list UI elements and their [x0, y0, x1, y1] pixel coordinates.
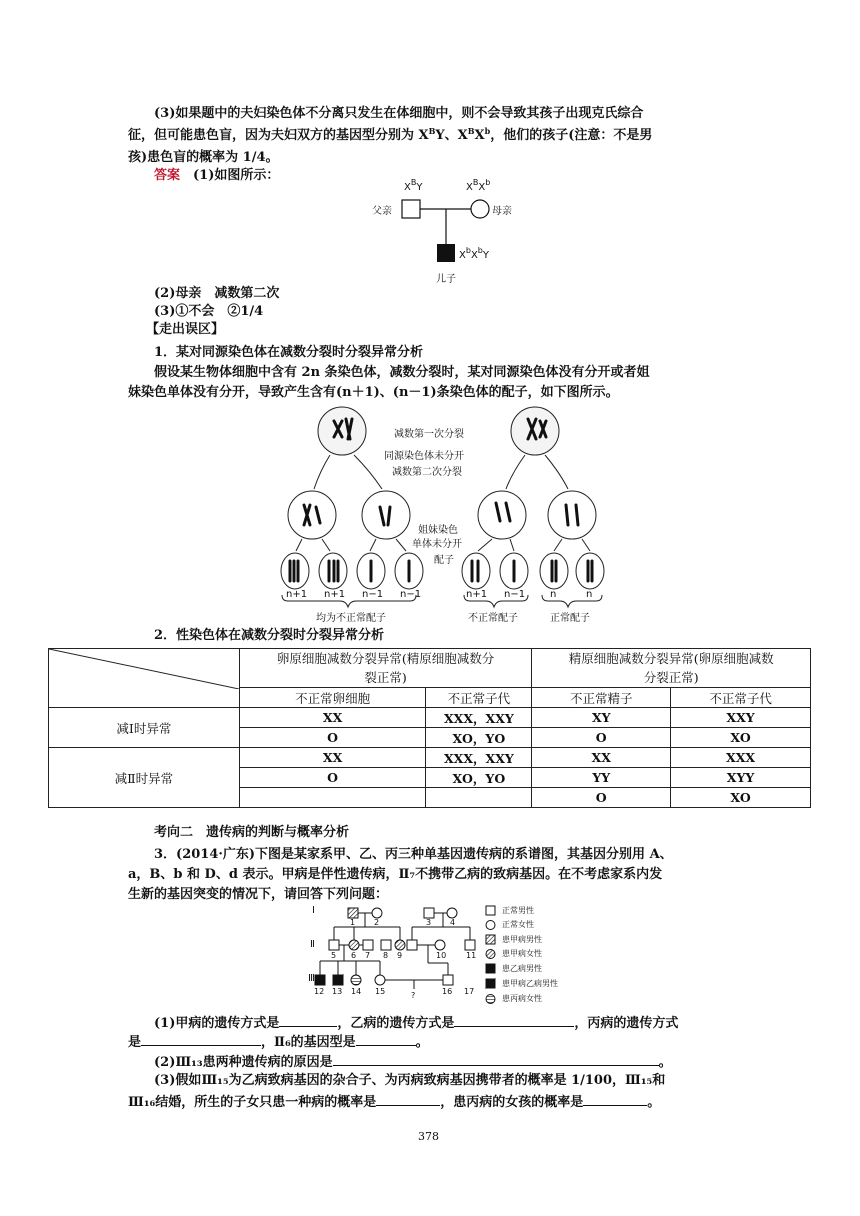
legend-label: 患甲病乙病男性: [502, 979, 558, 988]
individual-id: 7: [365, 951, 371, 960]
subheader: 不正常子代: [426, 688, 532, 708]
generation-label: Ⅱ: [310, 939, 315, 950]
individual-id: 11: [466, 951, 477, 960]
table-cell: XYY: [671, 768, 811, 788]
page-number: 378: [418, 1130, 439, 1143]
individual-id: 13: [332, 987, 343, 996]
answer-blank[interactable]: [141, 1031, 261, 1046]
table-cell: XXY: [671, 708, 811, 728]
table-cell: XX: [532, 748, 671, 768]
section-title: 【走出误区】: [146, 322, 225, 337]
table-cell: YY: [532, 768, 671, 788]
legend-label: 患甲病男性: [502, 935, 542, 944]
pedigree-legend: [484, 903, 594, 1007]
section2-title: 考向二 遗传病的判断与概率分析: [154, 825, 350, 840]
caption-normal: 正常配子: [550, 613, 590, 624]
generation-label: Ⅰ: [312, 905, 315, 916]
mother-label: 母亲: [492, 206, 512, 217]
legend-label: 患乙病男性: [502, 964, 542, 973]
gamete-label: n: [586, 589, 593, 600]
legend-symbols: [484, 903, 498, 1007]
individual-id: 1: [350, 918, 356, 927]
caption-all-abnormal: 均为不正常配子: [316, 613, 386, 624]
legend-label: 正常女性: [502, 920, 534, 929]
table-cell: O: [532, 728, 671, 748]
pedigree-2-drawing: [300, 903, 490, 1009]
table-cell: O: [239, 728, 426, 748]
meiosis-figure: [280, 403, 610, 625]
table-cell: XXX，XXY: [426, 708, 532, 728]
header-sperm-abnormal: 精原细胞减数分裂异常(卵原细胞减数 分裂正常): [532, 649, 811, 688]
label-sister-2: 单体未分开: [412, 539, 462, 550]
sub-question-3: (3)假如Ⅲ₁₅为乙病致病基因的杂合子、为丙病致病基因携带者的概率是 1/100，Ⅲ₁₅和: [154, 1073, 666, 1088]
table-cell: [239, 788, 426, 808]
answer-label: 答案: [154, 168, 181, 183]
individual-id: 9: [397, 951, 403, 960]
sub-question-1: (1)甲病的遗传方式是 ，乙病的遗传方式是 ，丙病的遗传方式: [154, 1012, 744, 1034]
q3-line-2: a，B、b 和 D、d 表示。甲病是伴性遗传病，Ⅱ₇不携带乙病的致病基因。在不考虑家系内发: [128, 867, 663, 882]
answer-line: 答案 (1)如图所示：: [154, 168, 280, 183]
table-cell: XY: [532, 708, 671, 728]
table-cell: O: [532, 788, 671, 808]
mother-genotype: $X^BX^b$: [466, 178, 491, 193]
son-label: 儿子: [436, 274, 456, 285]
assume-line-2: 妹染色单体没有分开，导致产生含有(n＋1)、(n－1)条染色体的配子，如下图所示。: [128, 385, 619, 400]
son-genotype: $X^bX^bY$: [459, 246, 489, 261]
legend-label: 患丙病女性: [502, 994, 542, 1003]
individual-id: 5: [331, 951, 337, 960]
gamete-label: n−1: [362, 589, 384, 600]
explanation-line-3: 孩)患色盲的概率为 1/4。: [128, 150, 279, 165]
gamete-label: n−1: [400, 589, 422, 600]
individual-id: 10: [436, 951, 447, 960]
q3-line-1: 3．(2014·广东)下图是某家系甲、乙、丙三种单基因遗传病的系谱图，其基因分别用 A、: [154, 847, 673, 862]
label-sister-1: 姐妹染色: [418, 525, 458, 536]
father-label: 父亲: [372, 206, 392, 217]
assume-line-1: 假设某生物体细胞中含有 2n 条染色体，减数分裂时，某对同源染色体没有分开或者姐: [154, 365, 650, 380]
row-label-m2: 减Ⅱ时异常: [49, 748, 240, 808]
sub-question-2: (2)Ⅲ₁₃患两种遗传病的原因是 。: [154, 1051, 744, 1073]
individual-id: 4: [450, 918, 456, 927]
individual-id: 6: [351, 951, 357, 960]
caption-abnormal: 不正常配子: [468, 613, 518, 624]
table-cell: XX: [239, 748, 426, 768]
legend-label: 正常男性: [502, 906, 534, 915]
explanation-line-1: (3)如果题中的夫妇染色体不分离只发生在体细胞中，则不会导致其孩子出现克氏综合: [154, 106, 644, 121]
answer-blank[interactable]: [333, 1051, 659, 1066]
individual-id: 17: [464, 987, 475, 996]
unknown-child: ?: [411, 991, 416, 1000]
sex-chromosome-table: [48, 648, 811, 808]
father-genotype: $X^BY$: [404, 178, 423, 193]
table-cell: XXX: [671, 748, 811, 768]
explanation-line-2: 征，但可能患色盲，因为夫妇双方的基因型分别为 $X^BY$、$X^BX^b$，他们的孩子(注意：不是男: [128, 126, 653, 143]
header-egg-abnormal: 卵原细胞减数分裂异常(精原细胞减数分 裂正常): [239, 649, 532, 688]
table-corner: [49, 649, 240, 708]
table-cell: XO，YO: [426, 728, 532, 748]
answer-blank[interactable]: [356, 1031, 416, 1046]
answer-blank[interactable]: [376, 1091, 440, 1106]
individual-id: 16: [442, 987, 453, 996]
q3-line-3: 生新的基因突变的情况下，请回答下列问题：: [128, 887, 389, 902]
individual-id: 2: [374, 918, 380, 927]
table-row: [49, 708, 811, 728]
individual-id: 14: [351, 987, 362, 996]
answer-3: (3)①不会 ②1/4: [154, 304, 264, 319]
table-diagonal: [49, 649, 239, 689]
subheader: 不正常精子: [532, 688, 671, 708]
label-second-division: 减数第二次分裂: [392, 467, 462, 478]
gamete-label: n−1: [504, 589, 526, 600]
individual-id: 15: [375, 987, 386, 996]
subheader: 不正常卵细胞: [239, 688, 426, 708]
table-cell: XO: [671, 728, 811, 748]
answer-pedigree: [360, 178, 540, 288]
label-homolog-not-separated: 同源染色体未分开: [384, 451, 464, 462]
answer-2: (2)母亲 减数第二次: [154, 286, 280, 301]
table-row: [49, 748, 811, 768]
answer-blank[interactable]: [279, 1012, 337, 1027]
gamete-label: n: [550, 589, 557, 600]
individual-id: 8: [383, 951, 389, 960]
answer-blank[interactable]: [583, 1091, 647, 1106]
table-cell: O: [239, 768, 426, 788]
sub-question-3-cont: Ⅲ₁₆结婚，所生的子女只患一种病的概率是 ，患丙病的女孩的概率是 。: [128, 1091, 740, 1113]
table-cell: XXX，XXY: [426, 748, 532, 768]
table-cell: [426, 788, 532, 808]
row-label-m1: 减Ⅰ时异常: [49, 708, 240, 748]
subheader: 不正常子代: [671, 688, 811, 708]
gamete-label: n+1: [286, 589, 308, 600]
table-cell: XX: [239, 708, 426, 728]
sub-question-1-cont: 是 ，Ⅱ₆的基因型是 。: [128, 1031, 740, 1053]
gamete-label: n+1: [466, 589, 488, 600]
table-cell: XO，YO: [426, 768, 532, 788]
gamete-label: n+1: [324, 589, 346, 600]
heading-1: 1．某对同源染色体在减数分裂时分裂异常分析: [154, 345, 424, 360]
heading-2: 2．性染色体在减数分裂时分裂异常分析: [154, 628, 385, 643]
generation-label: Ⅲ: [308, 973, 315, 984]
answer-blank[interactable]: [454, 1012, 574, 1027]
individual-id: 3: [426, 918, 432, 927]
label-first-division: 减数第一次分裂: [394, 429, 464, 440]
individual-id: 12: [314, 987, 325, 996]
legend-label: 患甲病女性: [502, 949, 542, 958]
label-gamete: 配子: [434, 555, 454, 566]
table-cell: XO: [671, 788, 811, 808]
